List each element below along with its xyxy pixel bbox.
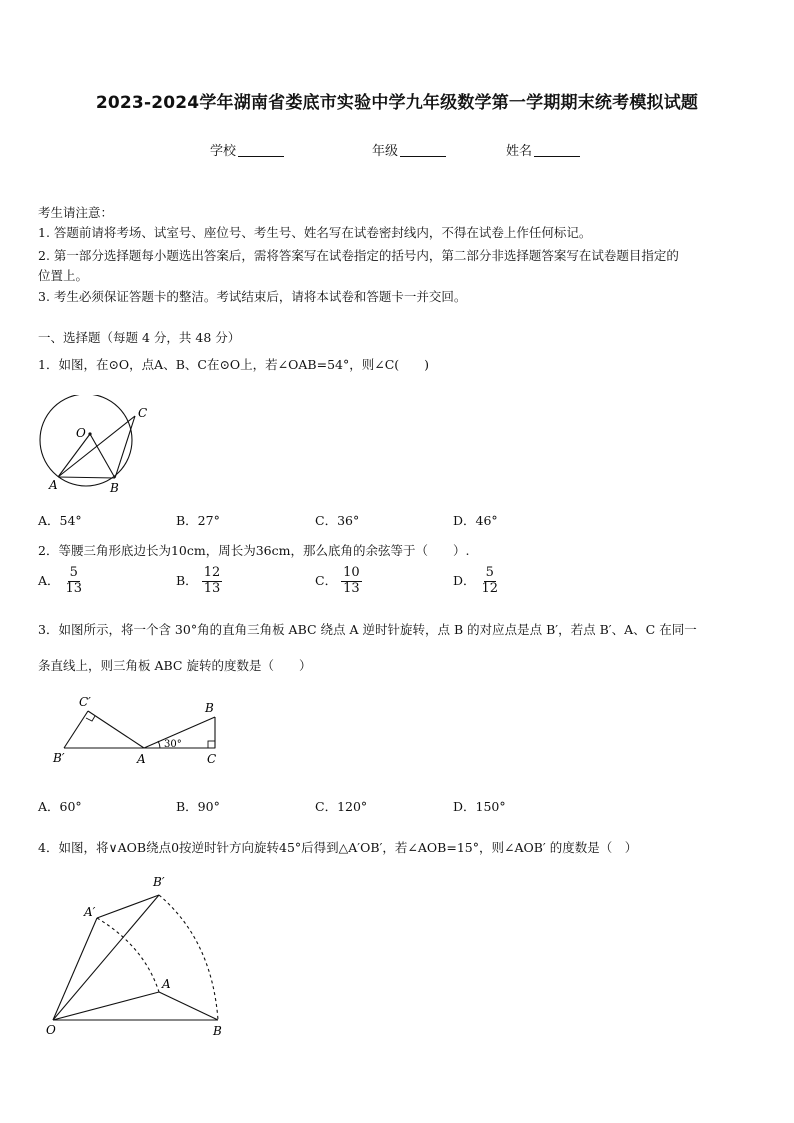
notice-heading: 考生请注意： bbox=[38, 205, 114, 220]
q2-option-d-letter: D． bbox=[453, 572, 476, 588]
q1-label-b: B bbox=[110, 481, 119, 495]
q4-segment-oa bbox=[53, 992, 159, 1020]
q2-option-c bbox=[315, 566, 362, 597]
q2-option-d bbox=[453, 566, 500, 597]
grade-field bbox=[372, 140, 446, 159]
q3-option-c: C．120° bbox=[315, 799, 368, 814]
q1-stem: 1．如图，在⊙O，点A、B、C在⊙O上，若∠OAB=54°，则∠C( ) bbox=[38, 357, 430, 372]
name-field bbox=[506, 140, 580, 159]
q2-option-b-fraction bbox=[202, 566, 223, 597]
q4-segment-ob1 bbox=[53, 895, 159, 1020]
name-blank bbox=[534, 144, 580, 157]
q3-segment-c1a bbox=[88, 711, 144, 748]
q3-angle-arc bbox=[158, 741, 160, 748]
q1-option-d: D．46° bbox=[453, 513, 498, 528]
notice-item-2-cont: 位置上。 bbox=[38, 268, 89, 283]
q1-circle bbox=[40, 395, 132, 486]
notice-item-3: 3. 考生必须保证答题卡的整洁。考试结束后，请将本试卷和答题卡一并交回。 bbox=[38, 289, 467, 304]
school-blank bbox=[238, 144, 284, 157]
q4-segment-oa1 bbox=[53, 918, 97, 1020]
q3-angle-label: 30° bbox=[164, 739, 182, 750]
q2-stem: 2．等腰三角形底边长为10cm，周长为36cm，那么底角的余弦等于（ ）. bbox=[38, 543, 470, 558]
q3-right-angle-c bbox=[208, 741, 215, 748]
q1-label-a: A bbox=[49, 478, 58, 492]
q3-stem-line-1: 3．如图所示，将一个含 30°角的直角三角板 ABC 绕点 A 逆时针旋转，点 B 的对应点是点 B′，若点 B′、A、C 在同一 bbox=[38, 622, 697, 637]
q2-option-a-letter: A． bbox=[38, 572, 60, 588]
q1-figure bbox=[30, 395, 160, 500]
q4-label-a1: A′ bbox=[84, 905, 96, 919]
q1-option-b: B．27° bbox=[176, 513, 220, 528]
q2-option-a-fraction bbox=[64, 566, 85, 597]
page-title: 2023-2024学年湖南省娄底市实验中学九年级数学第一学期期末统考模拟试题 bbox=[95, 93, 699, 113]
q2-option-c-num: 10 bbox=[343, 565, 360, 580]
q2-option-c-den: 13 bbox=[343, 580, 360, 596]
q1-label-c: C bbox=[138, 406, 148, 420]
q2-option-c-letter: C． bbox=[315, 572, 338, 588]
q1-segment-ab bbox=[58, 477, 115, 478]
school-field bbox=[210, 140, 284, 159]
q2-option-a bbox=[38, 566, 84, 597]
q4-label-b1: B′ bbox=[153, 875, 165, 889]
section-heading: 一、选择题（每题 4 分，共 48 分） bbox=[38, 330, 241, 345]
q1-segment-ac bbox=[58, 416, 135, 477]
q3-right-angle-c1 bbox=[86, 716, 95, 721]
notice-item-1: 1. 答题前请将考场、试室号、座位号、考生号、姓名写在试卷密封线内，不得在试卷上作任何标记。 bbox=[38, 225, 592, 240]
q1-option-c: C．36° bbox=[315, 513, 360, 528]
q4-label-a: A bbox=[162, 977, 171, 991]
q2-option-c-fraction bbox=[341, 566, 362, 597]
q3-label-b: B bbox=[205, 701, 214, 715]
q1-label-o: O bbox=[76, 426, 86, 440]
notice-item-2: 2. 第一部分选择题每小题选出答案后，需将答案写在试卷指定的括号内，第二部分非选择题答案写在试卷题目指定的 bbox=[38, 248, 679, 263]
q3-option-b: B．90° bbox=[176, 799, 220, 814]
q3-stem-line-2: 条直线上，则三角板 ABC 旋转的度数是（ ） bbox=[38, 658, 312, 673]
q3-segment-b1c1 bbox=[64, 711, 88, 748]
q4-label-o: O bbox=[46, 1023, 56, 1037]
grade-label: 年级 bbox=[372, 144, 399, 159]
q3-figure bbox=[48, 692, 228, 772]
q4-figure bbox=[40, 870, 240, 1040]
q4-segment-ab bbox=[159, 992, 218, 1020]
q2-option-d-num: 5 bbox=[485, 565, 494, 580]
school-label: 学校 bbox=[210, 144, 237, 159]
q1-option-a: A．54° bbox=[38, 513, 82, 528]
grade-blank bbox=[400, 144, 446, 157]
q3-label-c: C bbox=[207, 752, 217, 766]
q4-arc-b bbox=[159, 895, 218, 1020]
q2-option-d-fraction bbox=[480, 566, 501, 597]
q4-stem: 4．如图，将∨AOB绕点0按逆时针方向旋转45°后得到△A′OB′，若∠AOB=15°，则∠AOB′ 的度数是（ ） bbox=[38, 840, 638, 855]
q3-option-d: D．150° bbox=[453, 799, 506, 814]
q3-label-b1: B′ bbox=[53, 751, 65, 765]
q4-label-b: B bbox=[213, 1024, 222, 1038]
q2-option-a-den: 13 bbox=[65, 580, 83, 596]
q2-option-d-den: 12 bbox=[481, 580, 499, 596]
q1-center-dot bbox=[88, 432, 91, 435]
q2-option-b-num: 12 bbox=[203, 565, 221, 580]
q2-option-b-den: 13 bbox=[203, 580, 221, 596]
q2-option-b-letter: B． bbox=[176, 572, 198, 588]
q4-arc-a bbox=[97, 918, 159, 992]
q3-label-a: A bbox=[137, 752, 146, 766]
q3-label-c1: C′ bbox=[79, 695, 91, 709]
name-label: 姓名 bbox=[506, 144, 533, 159]
q2-option-a-num: 5 bbox=[69, 565, 78, 580]
q2-option-b bbox=[176, 566, 222, 597]
q1-segment-ob bbox=[90, 434, 115, 478]
q3-option-a: A．60° bbox=[38, 799, 82, 814]
